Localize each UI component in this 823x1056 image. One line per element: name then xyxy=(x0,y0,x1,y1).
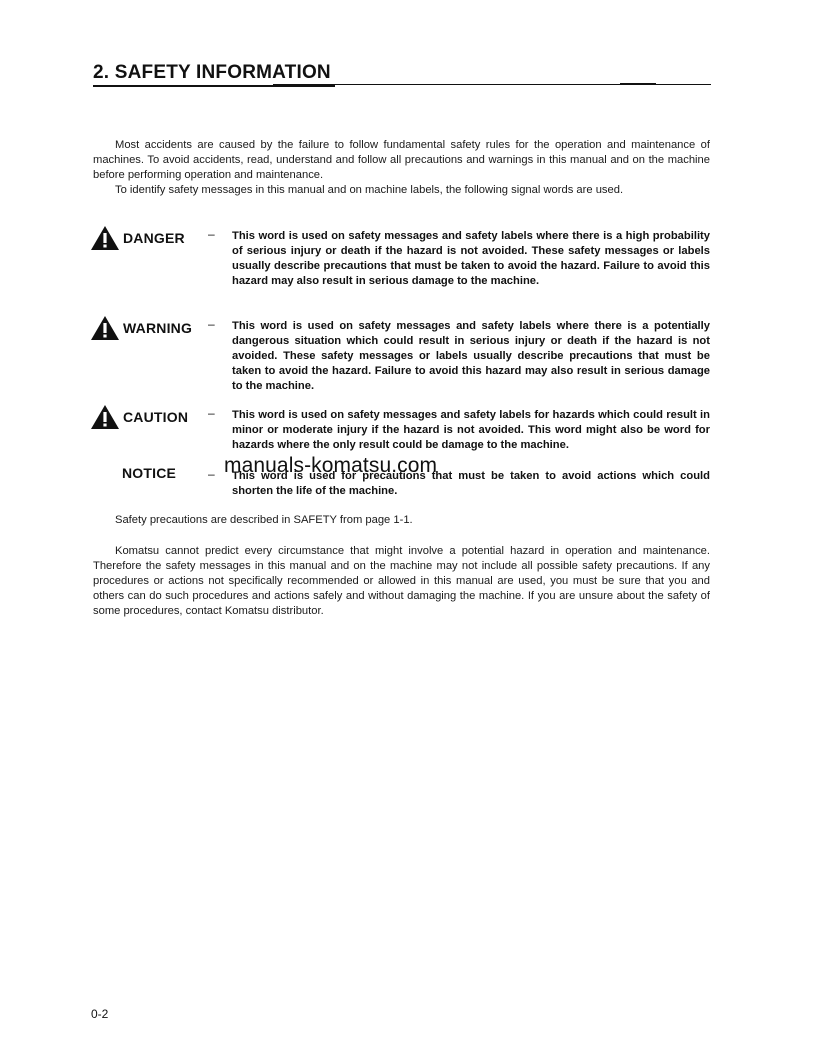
signal-word: CAUTION xyxy=(123,409,189,425)
signal-dash: – xyxy=(208,406,215,420)
signal-notice-label xyxy=(122,465,176,481)
header-rule-accent xyxy=(620,83,656,85)
page-number: 0-2 xyxy=(91,1007,109,1021)
signal-dash: – xyxy=(208,467,215,481)
signal-description: This word is used on safety messages and safety labels where there is a potentially dangerous situation which could result in serious injury or death if the hazard is not avoided. These safety messages or labels usually describe precautions that must be taken to avoid the hazard. Failure to avoid this hazard may also result in serious damage to the machine. xyxy=(232,320,710,392)
signal-description: This word is used on safety messages and safety labels where there is a high probability of serious injury or death if the hazard is not avoided. These safety messages or labels usually describe precautions that must be taken to avoid the hazard. Failure to avoid this hazard may also result in serious damage to the machine. xyxy=(232,230,710,287)
safety-reference: Safety precautions are described in SAFETY from page 1-1. xyxy=(115,514,413,526)
signal-warning-label xyxy=(90,315,192,341)
page-title: 2. SAFETY INFORMATION xyxy=(93,62,335,87)
signal-word: WARNING xyxy=(123,320,193,336)
closing-paragraph: Komatsu cannot predict every circumstance that might involve a potential hazard in operation and maintenance. Therefore the safety messages in this manual and on the machine may not include all possible safety precautions. If any procedures or actions not specifically recommended or allowed in this manual are used, you must be sure that you and others can do such procedures and actions safely and without damaging the machine. If you are unsure about the safety of some procedures, contact Komatsu distributor. xyxy=(93,545,710,617)
signal-description: This word is used on safety messages and safety labels for hazards which could result in minor or moderate injury if the hazard is not avoided. This word might also be word for hazards where the only result could be damage to the machine. xyxy=(232,409,710,451)
page-header xyxy=(93,62,711,87)
signal-dash: – xyxy=(208,227,215,241)
signal-danger-label xyxy=(90,225,185,251)
signal-caution-label xyxy=(90,404,188,430)
signal-word: NOTICE xyxy=(122,465,177,481)
signal-description: This word is used for precautions that must be taken to avoid actions which could shorten the life of the machine. xyxy=(232,470,710,497)
warning-triangle-icon xyxy=(90,404,120,430)
watermark: manuals-komatsu.com xyxy=(224,454,438,477)
intro-signal-words: To identify safety messages in this manual and on machine labels, the following signal words are used. xyxy=(115,184,624,196)
signal-dash: – xyxy=(208,317,215,331)
warning-triangle-icon xyxy=(90,225,120,251)
warning-triangle-icon xyxy=(90,315,120,341)
signal-word: DANGER xyxy=(123,230,185,246)
intro-paragraph: Most accidents are caused by the failure to follow fundamental safety rules for the operation and maintenance of machines. To avoid accidents, read, understand and follow all precautions and warnings in this manual and on the machine before performing operation and maintenance. xyxy=(93,139,710,181)
